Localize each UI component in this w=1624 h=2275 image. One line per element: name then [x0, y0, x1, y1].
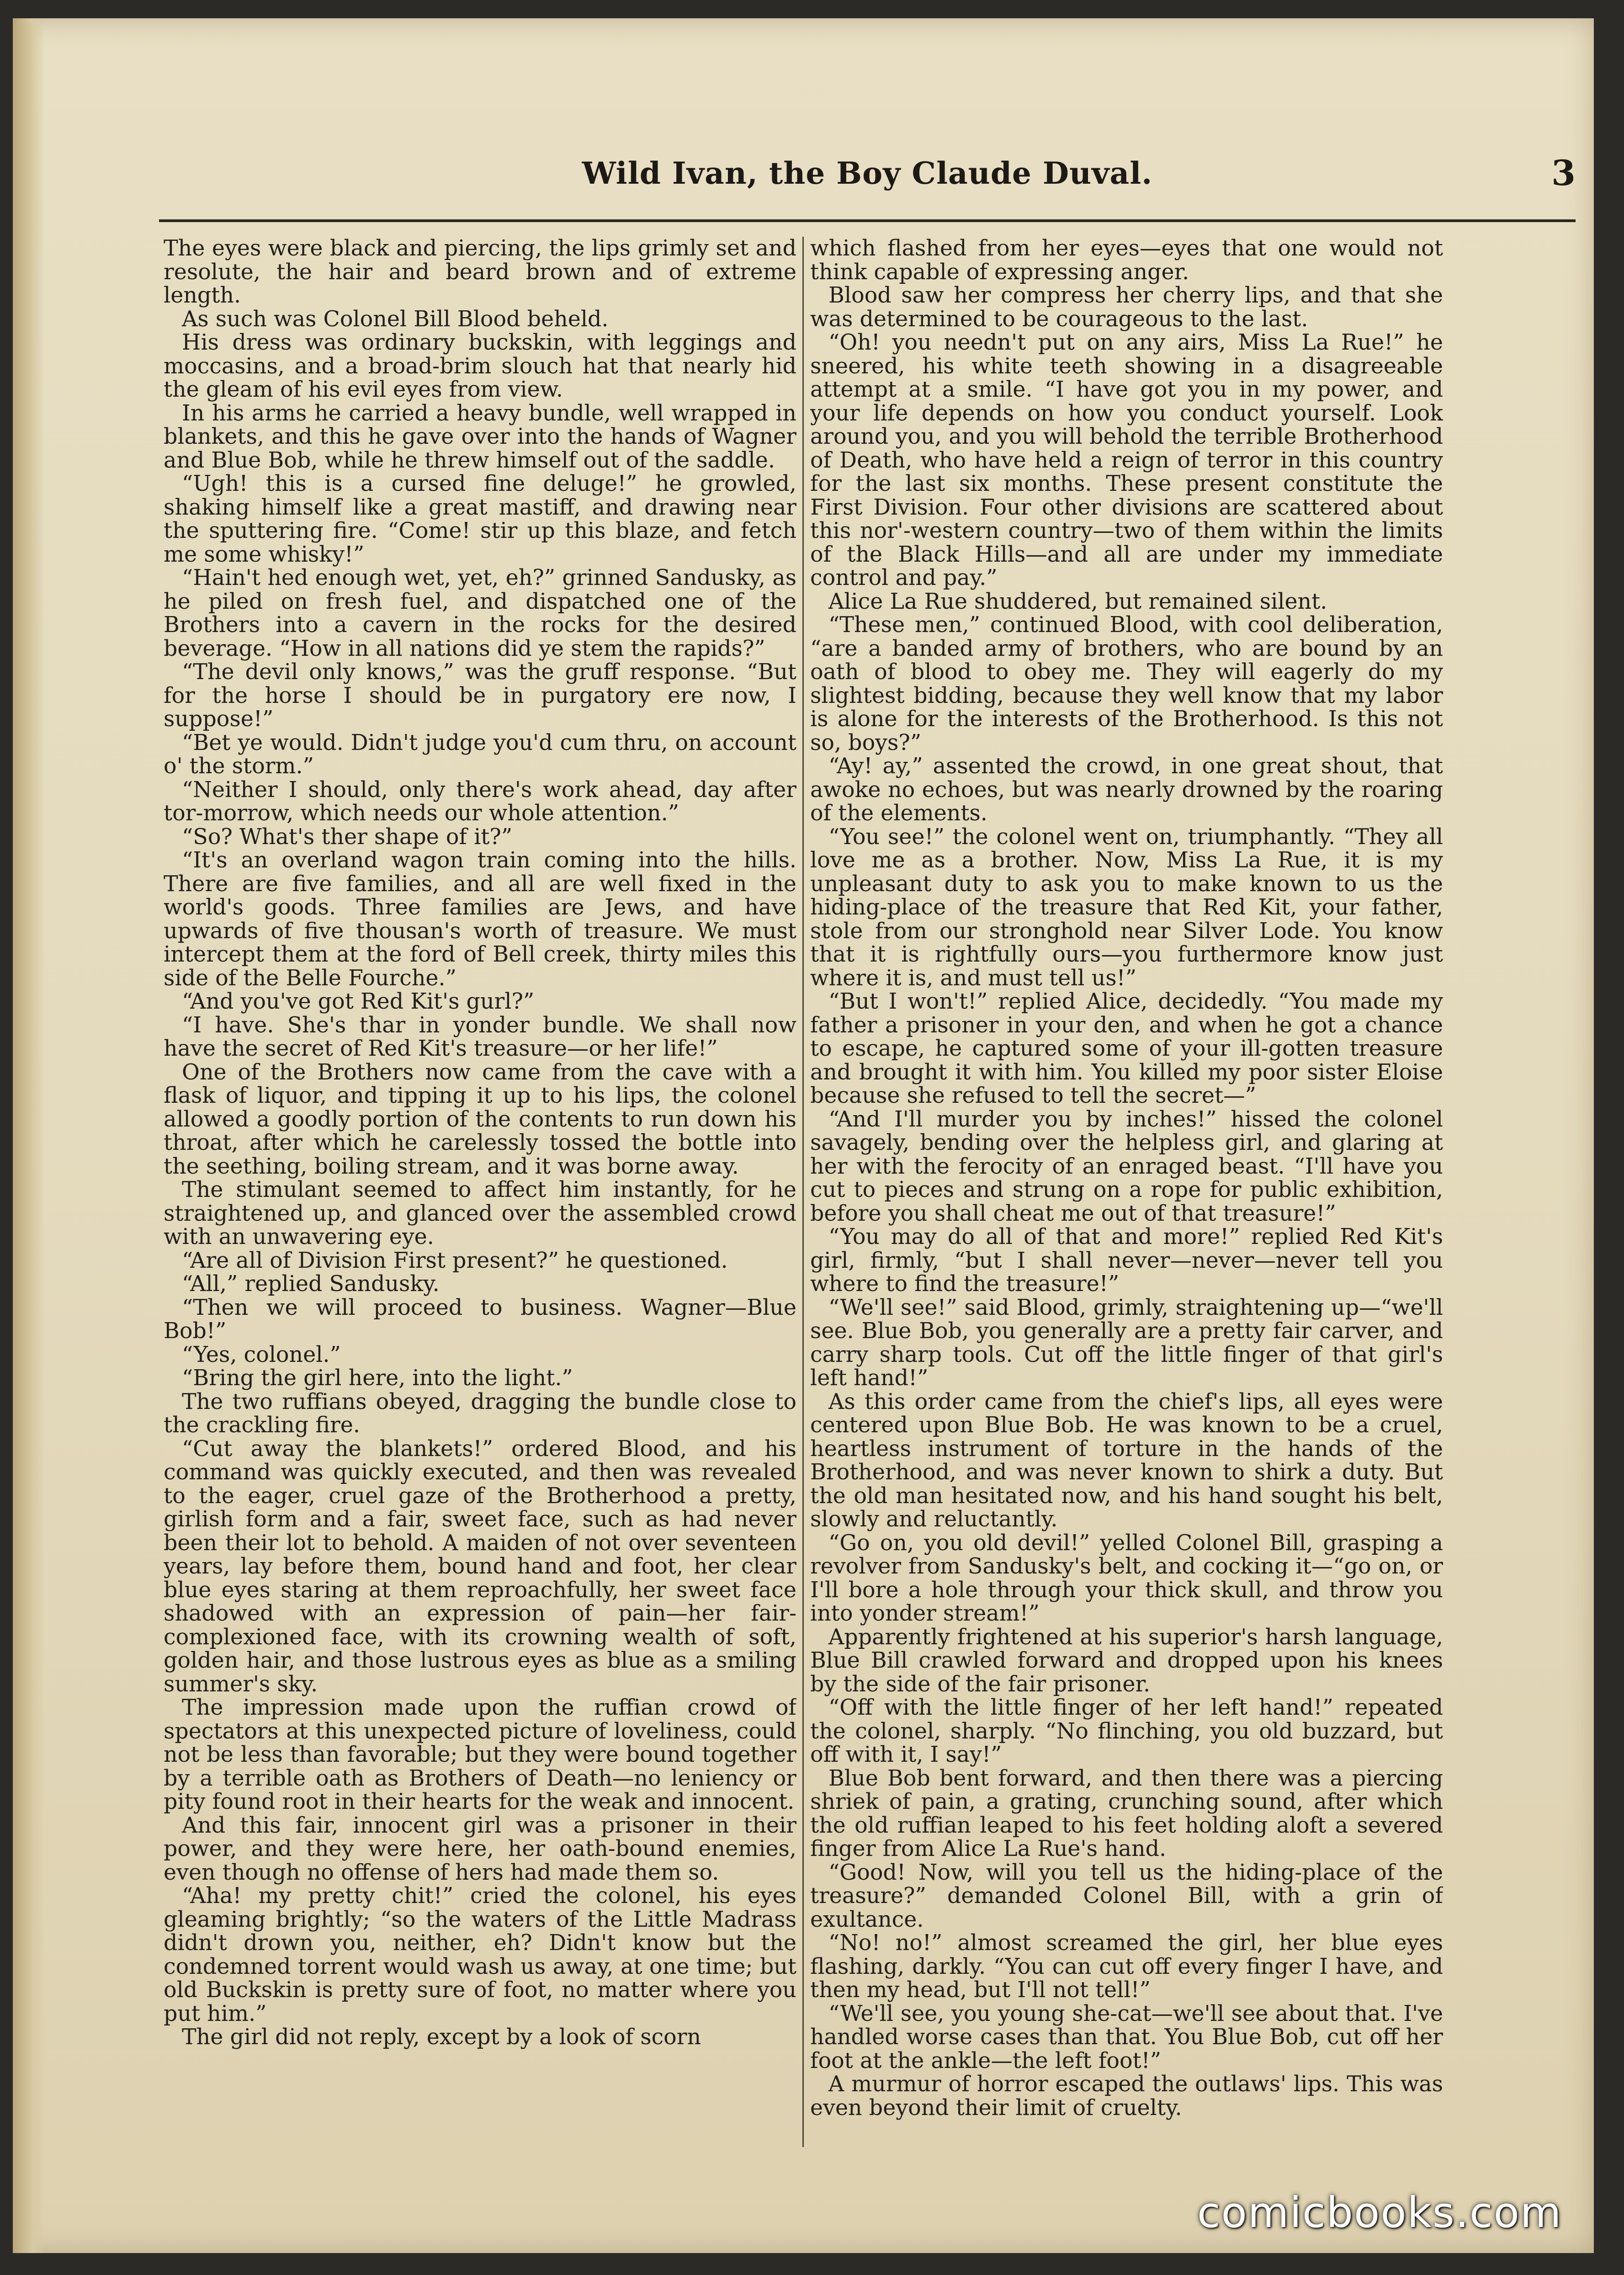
paragraph: “Hain't hed enough wet, yet, eh?” grinned Sandusky, as he piled on fresh fuel, and dispatched one of the Brothers into a cavern in the rocks for the desired beverage. “How in all nations did ye stem the rapids?”	[164, 565, 796, 661]
left-text-column	[164, 237, 796, 2147]
paragraph: Alice La Rue shuddered, but remained silent.	[828, 589, 1327, 614]
page-number: 3	[1551, 153, 1576, 193]
column-divider	[802, 237, 804, 2147]
paragraph: His dress was ordinary buckskin, with leggings and moccasins, and a broad-brim slouch hat that nearly hid the gleam of his evil eyes from view.	[164, 330, 796, 402]
paragraph: “These men,” continued Blood, with cool deliberation, “are a banded army of brothers, who are bound by an oath of blood to obey me. They will eagerly do my slightest bidding, because they well know that my labor is alone for the interests of the Brotherhood. Is this not so, boys?”	[810, 612, 1443, 755]
running-title: Wild Ivan, the Boy Claude Duval.	[582, 155, 1153, 191]
paragraph: In his arms he carried a heavy bundle, well wrapped in blankets, and this he gave over into the hands of Wagner and Blue Bob, while he threw himself out of the saddle.	[164, 400, 796, 473]
paragraph: Blue Bob bent forward, and then there was a piercing shriek of pain, a grating, crunching sound, after which the old ruffian leaped to his feet holding aloft a severed finger from Alice La Rue's hand.	[810, 1765, 1443, 1861]
paragraph: which flashed from her eyes—eyes that one would not think capable of expressing anger.	[810, 237, 1443, 285]
paragraph: And this fair, innocent girl was a prisoner in their power, and they were here, her oath-bound enemies, even though no offense of hers had made them so.	[164, 1813, 796, 1885]
paragraph: A murmur of horror escaped the outlaws' lips. This was even beyond their limit of cruelty.	[810, 2072, 1443, 2121]
paragraph: “You may do all of that and more!” replied Red Kit's girl, firmly, “but I shall never—never—never tell you where to find the treasure!”	[810, 1224, 1443, 1297]
paragraph: “Are all of Division First present?” he questioned.	[182, 1248, 728, 1273]
paragraph: “Cut away the blankets!” ordered Blood, and his command was quickly executed, and then was revealed to the eager, cruel gaze of the Brotherhood a pretty, girlish form and a fair, sweet face, such as had never been their lot to behold. A maiden of not over seventeen years, lay before them, bound hand and foot, her clear blue eyes staring at them reproachfully, her sweet face shadowed with an expression of pain—her fair-complexioned face, with its crowning wealth of soft, golden hair, and those lustrous eyes as blue as a smiling summer's sky.	[164, 1436, 796, 1697]
paragraph: As this order came from the chief's lips, all eyes were centered upon Blue Bob. He was known to be a cruel, heartless instrument of torture in the hands of the Brotherhood, and was never known to shirk a duty. But the old man hesitated now, and his hand sought his belt, slowly and reluctantly.	[810, 1389, 1443, 1532]
header-rule	[159, 219, 1576, 222]
paragraph: “It's an overland wagon train coming into the hills. There are five families, and all are well fixed in the world's goods. Three families are Jews, and have upwards of five thousan's worth of treasure. We must intercept them at the ford of Bell creek, thirty miles this side of the Belle Fourche.”	[164, 848, 796, 991]
paragraph: “We'll see!” said Blood, grimly, straightening up—“we'll see. Blue Bob, you generally are a pretty fair carver, and carry sharp tools. Cut off the little finger of that girl's left hand!”	[810, 1295, 1443, 1391]
paragraph: “But I won't!” replied Alice, decidedly. “You made my father a prisoner in your den, and when he got a chance to escape, he captured some of your ill-gotten treasure and brought it with him. You killed my poor sister Eloise because she refused to tell the secret—”	[810, 989, 1443, 1108]
paragraph: Apparently frightened at his superior's harsh language, Blue Bill crawled forward and dropped upon his knees by the side of the fair prisoner.	[810, 1624, 1443, 1697]
paragraph: “Ay! ay,” assented the crowd, in one great shout, that awoke no echoes, but was nearly drowned by the roaring of the elements.	[810, 754, 1443, 826]
paragraph: “I have. She's thar in yonder bundle. We shall now have the secret of Red Kit's treasure—or her life!”	[164, 1012, 796, 1061]
watermark-logo: comicbooks.com	[1197, 2188, 1562, 2237]
paragraph: As such was Colonel Bill Blood beheld.	[182, 306, 609, 332]
paragraph: “Yes, colonel.”	[182, 1342, 341, 1367]
paragraph: “Then we will proceed to business. Wagner—Blue Bob!”	[164, 1295, 796, 1344]
right-text-column	[810, 237, 1443, 2147]
paragraph: “The devil only knows,” was the gruff response. “But for the horse I should be in purgatory ere now, I suppose!”	[164, 659, 796, 732]
paragraph: “Bet ye would. Didn't judge you'd cum thru, on account o' the storm.”	[164, 730, 796, 779]
paragraph: One of the Brothers now came from the cave with a flask of liquor, and tipping it up to his lips, the colonel allowed a goodly portion of the contents to run down his throat, after which he carelessly tossed the bottle into the seething, boiling stream, and it was borne away.	[164, 1059, 796, 1179]
paragraph: The stimulant seemed to affect him instantly, for he straightened up, and glanced over the assembled crowd with an unwavering eye.	[164, 1177, 796, 1249]
page-header	[159, 155, 1576, 219]
paragraph: “Bring the girl here, into the light.”	[182, 1366, 573, 1391]
paragraph: “Neither I should, only there's work ahead, day after tor-morrow, which needs our whole attention.”	[164, 777, 796, 826]
page-spine-edge	[13, 18, 45, 2253]
paragraph: “We'll see, you young she-cat—we'll see about that. I've handled worse cases than that. You Blue Bob, cut off her foot at the ankle—the left foot!”	[810, 2001, 1443, 2073]
paragraph: “Good! Now, will you tell us the hiding-place of the treasure?” demanded Colonel Bill, with a grin of exultance.	[810, 1860, 1443, 1932]
paragraph: “Off with the little finger of her left hand!” repeated the colonel, sharply. “No flinching, you old buzzard, but off with it, I say!”	[810, 1695, 1443, 1767]
paragraph: The girl did not reply, except by a look of scorn	[182, 2025, 701, 2050]
paragraph: The two ruffians obeyed, dragging the bundle close to the crackling fire.	[164, 1389, 796, 1438]
paragraph: The impression made upon the ruffian crowd of spectators at this unexpected picture of loveliness, could not be less than favorable; but they were bound together by a terrible oath as Brothers of Death—no leniency or pity found root in their hearts for the weak and innocent.	[164, 1695, 796, 1814]
magazine-page	[13, 18, 1594, 2253]
paragraph: Blood saw her compress her cherry lips, and that she was determined to be courageous to the last.	[810, 283, 1443, 332]
paragraph: “Aha! my pretty chit!” cried the colonel, his eyes gleaming brightly; “so the waters of the Little Madrass didn't drown you, neither, eh? Didn't know but the condemned torrent would wash us away, at one time; but old Buckskin is pretty sure of foot, no matter where you put him.”	[164, 1883, 796, 2026]
paragraph: “So? What's ther shape of it?”	[182, 824, 513, 850]
paragraph: “You see!” the colonel went on, triumphantly. “They all love me as a brother. Now, Miss La Rue, it is my unpleasant duty to ask you to make known to us the hiding-place of the treasure that Red Kit, your father, stole from our stronghold near Silver Lode. You know that it is rightfully ours—you furthermore know just where it is, and must tell us!”	[810, 824, 1443, 991]
paragraph: “And you've got Red Kit's gurl?”	[182, 989, 535, 1014]
paragraph: “No! no!” almost screamed the girl, her blue eyes flashing, darkly. “You can cut off every finger I have, and then my head, but I'll not tell!”	[810, 1930, 1443, 2003]
paragraph: “Ugh! this is a cursed fine deluge!” he growled, shaking himself like a great mastiff, and drawing near the sputtering fire. “Come! stir up this blaze, and fetch me some whisky!”	[164, 471, 796, 567]
paragraph: “And I'll murder you by inches!” hissed the colonel savagely, bending over the helpless girl, and glaring at her with the ferocity of an enraged beast. “I'll have you cut to pieces and strung on a rope for public exhibition, before you shall cheat me out of that treasure!”	[810, 1106, 1443, 1226]
paragraph: “Go on, you old devil!” yelled Colonel Bill, grasping a revolver from Sandusky's belt, and cocking it—“go on, or I'll bore a hole through your thick skull, and throw you into yonder stream!”	[810, 1530, 1443, 1626]
paragraph: “Oh! you needn't put on any airs, Miss La Rue!” he sneered, his white teeth showing in a disagreeable attempt at a smile. “I have got you in my power, and your life depends on how you conduct yourself. Look around you, and you will behold the terrible Brotherhood of Death, who have held a reign of terror in this country for the last six months. These present constitute the First Division. Four other divisions are scattered about this nor'-western country—two of them within the limits of the Black Hills—and all are under my immediate control and pay.”	[810, 330, 1443, 590]
paragraph: The eyes were black and piercing, the lips grimly set and resolute, the hair and beard brown and of extreme length.	[164, 237, 796, 308]
paragraph: “All,” replied Sandusky.	[182, 1271, 440, 1297]
